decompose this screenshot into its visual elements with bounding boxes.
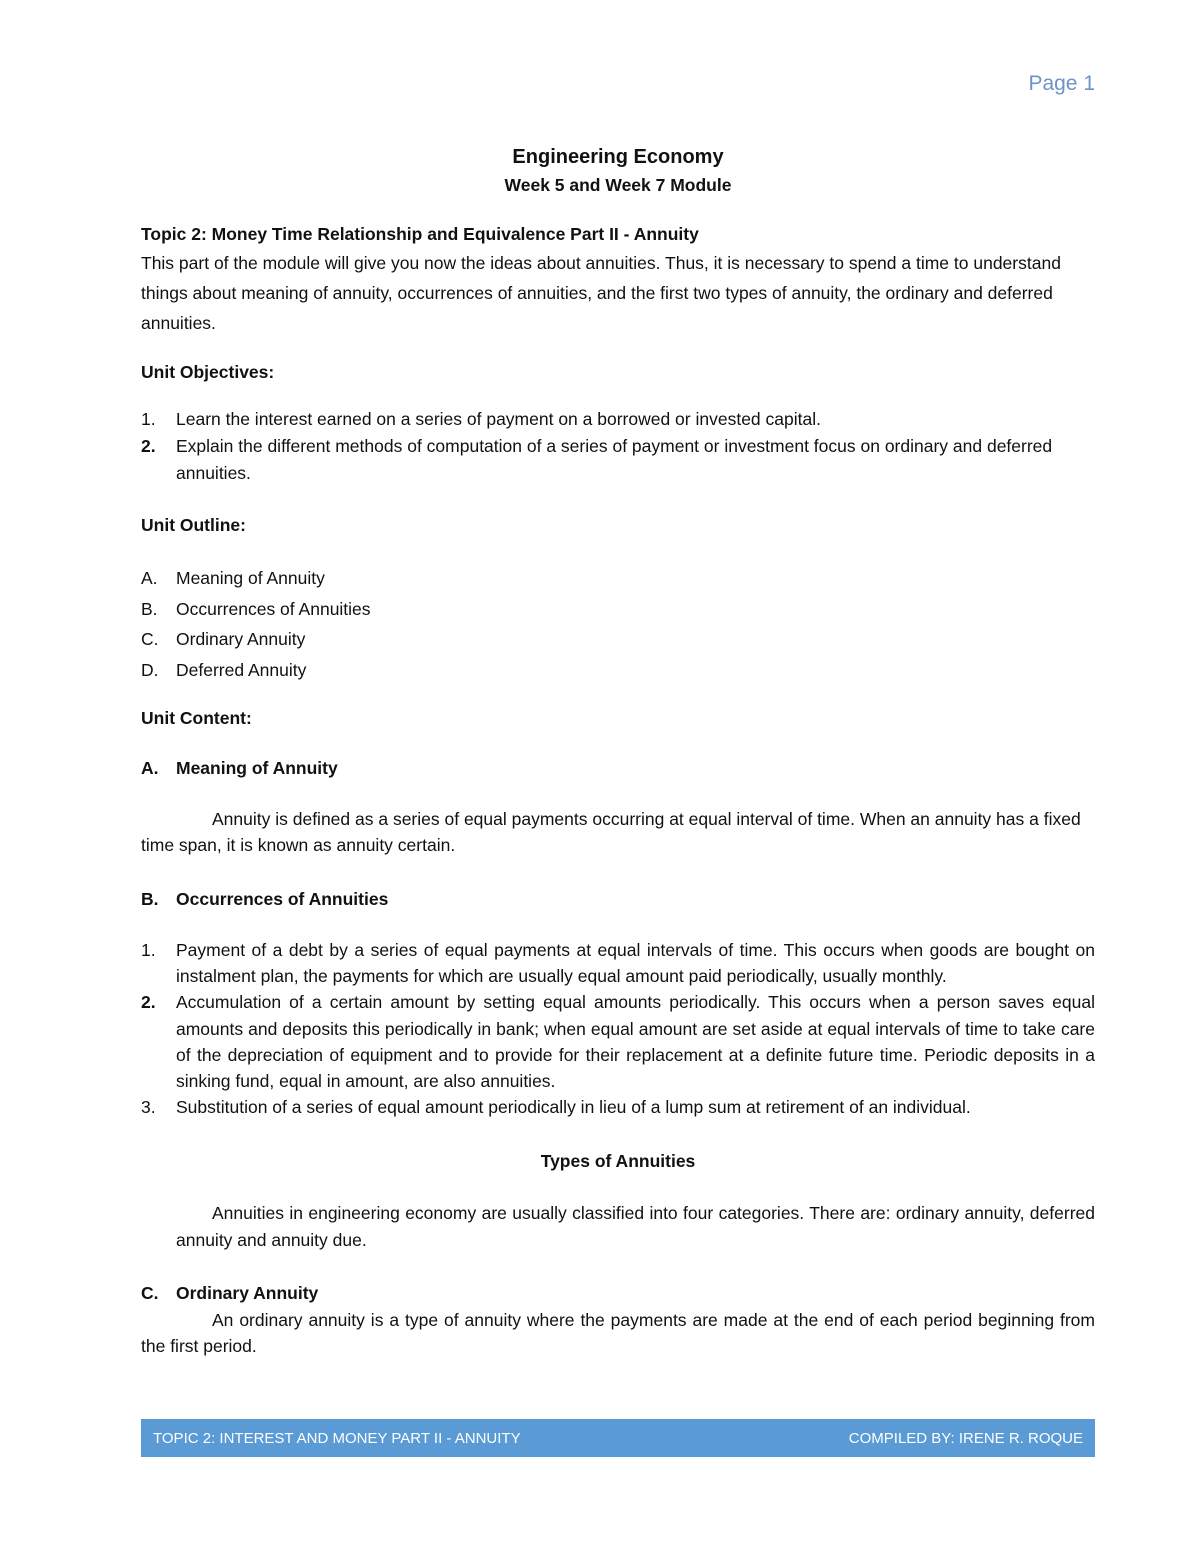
- list-item: [141, 594, 1095, 625]
- document-body: [141, 143, 1095, 1359]
- list-item: [141, 655, 1095, 686]
- occurrences-list: [141, 937, 1095, 1120]
- list-item-text: Explain the different methods of computation of a series of payment or investment focus on ordinary and deferred annuities.: [176, 436, 1053, 483]
- list-item: [141, 937, 1095, 989]
- list-item: [141, 563, 1095, 594]
- document-title: Engineering Economy: [512, 146, 724, 168]
- list-item-text: Meaning of Annuity: [176, 568, 325, 588]
- list-item-text: Ordinary Annuity: [176, 629, 306, 649]
- page-footer: [141, 1419, 1095, 1457]
- list-marker: 1.: [141, 940, 156, 960]
- page-number: Page 1: [1028, 72, 1095, 95]
- list-item-text: Deferred Annuity: [176, 659, 307, 680]
- section-b-heading: [141, 885, 1095, 913]
- outline-heading: Unit Outline:: [141, 515, 246, 535]
- list-marker: 3.: [141, 1097, 156, 1118]
- outline-list: [141, 563, 1095, 685]
- list-marker: B.: [141, 598, 158, 619]
- topic-intro: This part of the module will give you now the ideas about annuities. Thus, it is necessary to spend a time to understand things about meaning of annuity, occurrences of annuities, and the first two types of annuity, the ordinary and deferred annuities.: [141, 253, 1061, 333]
- section-a-body: Annuity is defined as a series of equal payments occurring at equal interval of time. When an annuity has a fixed time span, it is known as annuity certain.: [141, 809, 1081, 855]
- objectives-list: [141, 406, 1095, 487]
- list-item-text: Occurrences of Annuities: [176, 598, 371, 619]
- list-marker: D.: [141, 659, 159, 680]
- section-title: Occurrences of Annuities: [176, 889, 389, 909]
- list-item: [141, 406, 1095, 433]
- types-body: Annuities in engineering economy are usually classified into four categories. There are: ordinary annuity, deferred annuity and annuity due.: [176, 1203, 1095, 1251]
- section-title: Ordinary Annuity: [176, 1283, 319, 1304]
- list-item-text: Learn the interest earned on a series of payment on a borrowed or invested capital.: [176, 409, 821, 429]
- section-c-heading: [141, 1279, 1095, 1307]
- types-heading: Types of Annuities: [540, 1151, 696, 1172]
- list-item: [141, 433, 1095, 487]
- list-item-text: Payment of a debt by a series of equal payments at equal intervals of time. This occurs when goods are bought on instalment plan, the payments for which are usually equal amount paid periodically, usually monthly.: [176, 940, 1095, 987]
- list-item: [141, 624, 1095, 655]
- section-a-heading: [141, 754, 1095, 782]
- list-item: [141, 989, 1095, 1094]
- list-marker: A.: [141, 568, 158, 588]
- list-item: [141, 1094, 1095, 1120]
- objectives-heading: Unit Objectives:: [141, 362, 275, 382]
- document-subtitle: Week 5 and Week 7 Module: [504, 175, 732, 195]
- footer-compiler: COMPILED BY: IRENE R. ROQUE: [848, 1429, 1083, 1447]
- section-title: Meaning of Annuity: [176, 758, 338, 778]
- list-marker: 2.: [141, 992, 156, 1013]
- list-item-text: Substitution of a series of equal amount periodically in lieu of a lump sum at retirement of an individual.: [176, 1097, 971, 1118]
- topic-heading: Topic 2: Money Time Relationship and Equivalence Part II - Annuity: [141, 224, 699, 244]
- list-item-text: Accumulation of a certain amount by setting equal amounts periodically. This occurs when a person saves equal amounts and deposits this periodically in bank; when equal amount are set aside at equal intervals of time to take care of the depreciation of equipment and to provide for their replacement at a definite future time. Periodic deposits in a sinking fund, equal in amount, are also annuities.: [176, 992, 1095, 1092]
- footer-topic: TOPIC 2: INTEREST AND MONEY PART II - ANNUITY: [153, 1429, 521, 1447]
- section-marker: A.: [141, 758, 159, 778]
- list-marker: 1.: [141, 409, 156, 429]
- content-heading: Unit Content:: [141, 708, 252, 728]
- list-marker: C.: [141, 629, 159, 649]
- types-body-wrapper: [141, 1200, 1095, 1254]
- section-c-body: An ordinary annuity is a type of annuity where the payments are made at the end of each period beginning from the first period.: [141, 1310, 1095, 1357]
- section-marker: B.: [141, 889, 159, 909]
- section-marker: C.: [141, 1283, 159, 1304]
- list-marker: 2.: [141, 436, 156, 456]
